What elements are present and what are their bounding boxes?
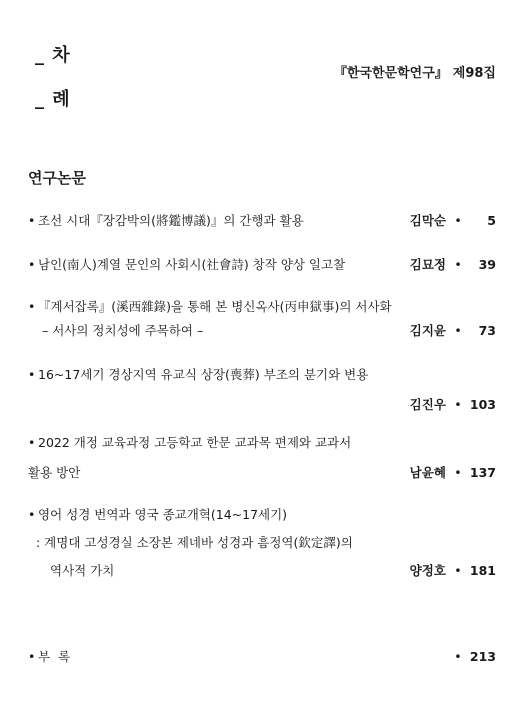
- toc-entry[interactable]: [28, 432, 496, 484]
- separator-dot: •: [454, 649, 462, 664]
- separator-dot: •: [454, 213, 462, 228]
- journal-title: [334, 62, 496, 81]
- entry-subtitle-line: : 계명대 고성경실 소장본 제네바 성경과 흠정역(欽定譯)의: [36, 535, 353, 550]
- journal-name: 『한국한문학연구』: [333, 66, 448, 81]
- toc-entry-appendix[interactable]: [28, 646, 496, 668]
- entry-author: 김묘정: [409, 257, 446, 272]
- toc-heading-char: _ 례: [35, 89, 71, 110]
- separator-dot: •: [454, 257, 462, 272]
- section-title: 연구논문: [28, 169, 86, 187]
- entry-meta: [410, 210, 496, 232]
- bullet-icon: •: [28, 435, 36, 450]
- entry-meta: [410, 320, 496, 342]
- entry-author: 김진우: [409, 397, 446, 412]
- toc-entry[interactable]: [28, 254, 496, 276]
- entry-meta: [410, 254, 496, 276]
- entry-meta: [446, 646, 496, 668]
- appendix-label: 부 록: [38, 649, 71, 664]
- entry-meta: [410, 560, 496, 582]
- entry-subtitle-line: – 서사의 정치성에 주목하여 –: [42, 323, 204, 338]
- bullet-icon: •: [28, 213, 36, 228]
- entry-title-line: 조선 시대『장감박의(將鑑博議)』의 간행과 활용: [38, 213, 304, 228]
- toc-entry[interactable]: [28, 296, 496, 342]
- separator-dot: •: [454, 563, 462, 578]
- entry-author: 김막순: [409, 213, 446, 228]
- toc-entry[interactable]: [28, 210, 496, 232]
- entry-page: 73: [478, 323, 496, 338]
- journal-volume: 제98집: [452, 66, 496, 81]
- entry-title-line: 16~17세기 경상지역 유교식 상장(喪葬) 부조의 분기와 변용: [38, 367, 369, 382]
- entry-author: 양정호: [409, 563, 446, 578]
- toc-entry[interactable]: [28, 364, 496, 416]
- toc-heading-char: _ 차: [35, 45, 71, 66]
- entry-title-line: 영어 성경 번역과 영국 종교개혁(14~17세기): [38, 507, 288, 522]
- entry-meta: [410, 394, 496, 416]
- entry-title-line: 2022 개정 교육과정 고등학교 한문 교과목 편제와 교과서: [38, 435, 352, 450]
- entry-page: 137: [469, 465, 496, 480]
- bullet-icon: •: [28, 367, 36, 382]
- bullet-icon: •: [28, 507, 36, 522]
- bullet-icon: •: [28, 257, 36, 272]
- bullet-icon: •: [28, 299, 36, 314]
- entry-author: 김지윤: [409, 323, 446, 338]
- entry-page: 213: [469, 649, 496, 664]
- entry-title-line: 남인(南人)계열 문인의 사회시(社會詩) 창작 양상 일고찰: [38, 257, 346, 272]
- entry-author: 남윤혜: [409, 465, 446, 480]
- entry-title-line: 『계서잡록』(溪西雜錄)을 통해 본 병신옥사(丙申獄事)의 서사화: [38, 299, 392, 314]
- entry-page: 39: [478, 257, 496, 272]
- entry-title-line: 활용 방안: [28, 465, 81, 480]
- entry-page: 5: [487, 213, 496, 228]
- entry-meta: [410, 462, 496, 484]
- entry-subtitle-line: 역사적 가치: [50, 563, 115, 578]
- entry-page: 181: [469, 563, 496, 578]
- separator-dot: •: [454, 397, 462, 412]
- toc-heading: [35, 34, 95, 122]
- bullet-icon: •: [28, 649, 36, 664]
- separator-dot: •: [454, 465, 462, 480]
- entry-page: 103: [469, 397, 496, 412]
- toc-entry[interactable]: [28, 504, 496, 582]
- separator-dot: •: [454, 323, 462, 338]
